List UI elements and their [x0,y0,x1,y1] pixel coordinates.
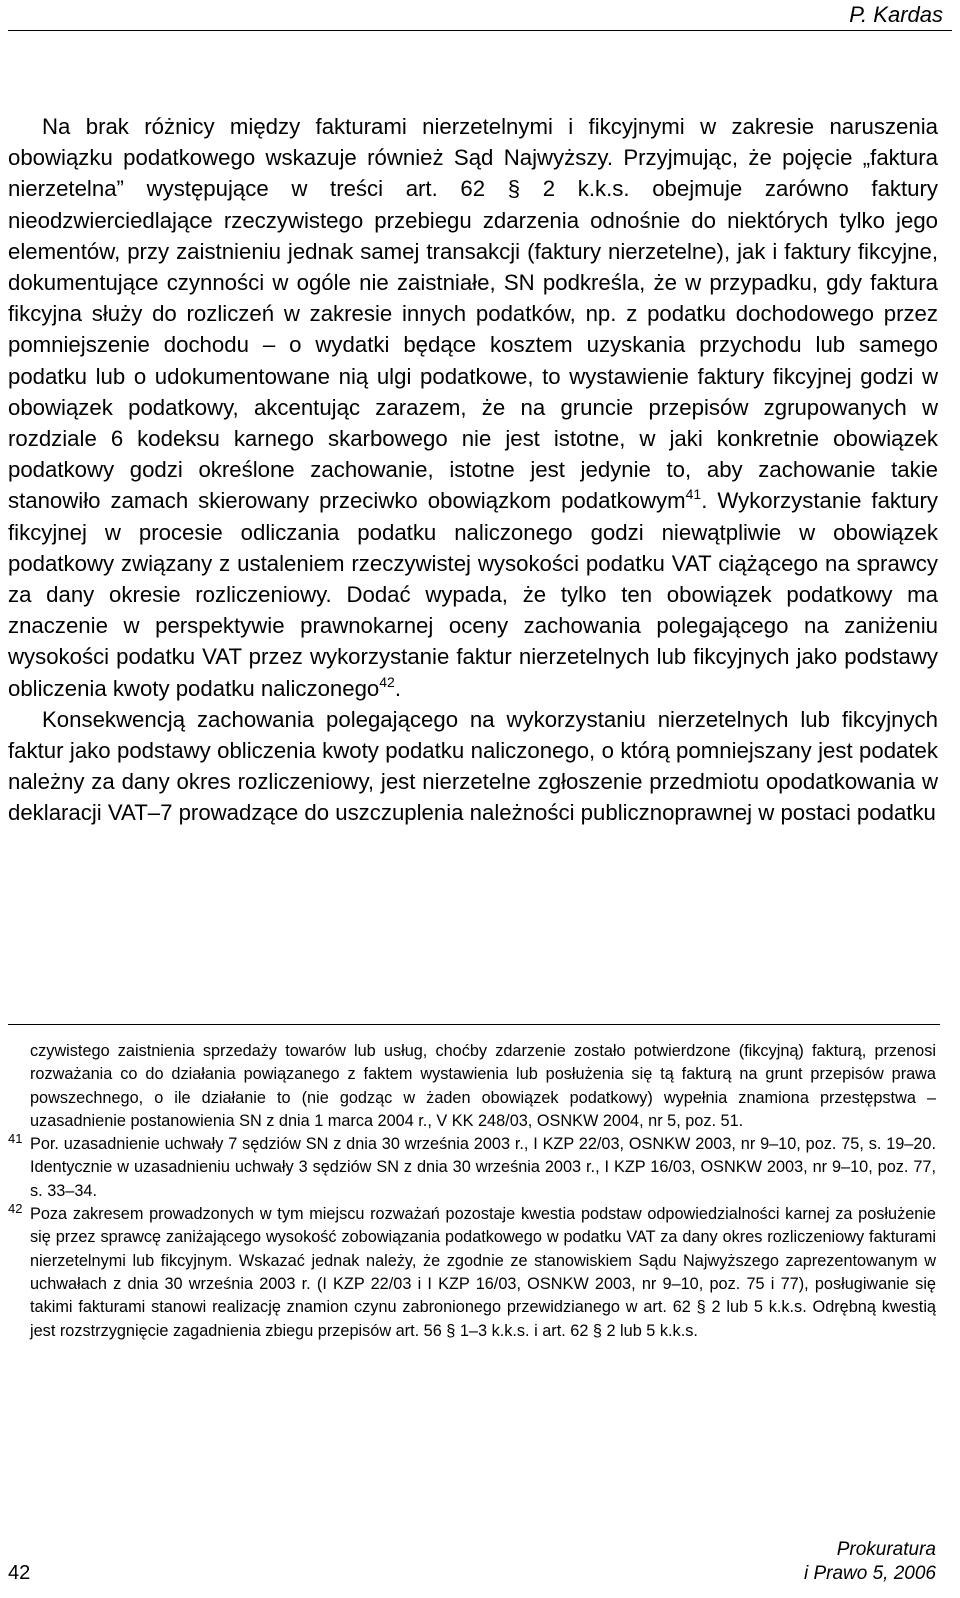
journal-issue: i Prawo 5, 2006 [803,1563,936,1584]
footnote-ref-42[interactable]: 42 [379,673,395,690]
journal-name: Prokuratura [836,1539,936,1560]
paragraph-1-part-2: . Wykorzystanie faktury fikcyjnej w procesie odliczania podatku naliczonego godzi niewątpliwie w obowiązek podatkowy związany z ustaleniem rzeczywistej wysokości podatku VAT ciążącego na sprawcy za dany okresie rozliczeniowy. Dodać wypada, że tylko ten obowiązek podatkowy ma znaczenie w perspektywie prawnokarnej oceny zachowania polegającego na zaniżeniu wysokości podatku VAT przez wykorzystanie faktur nierzetelnych lub fikcyjnych jako podstawy obliczenia kwoty podatku naliczonego [8,488,938,701]
footnote-42-number: 42 [8,1201,23,1217]
footnote-ref-41[interactable]: 41 [685,486,702,503]
paragraph-1 [8,111,938,704]
footnotes [8,1040,936,1343]
header-rule [8,30,952,31]
paragraph-1-part-1: Na brak różnicy między fakturami nierzetelnymi i fikcyjnymi w zakresie naruszenia obowiązku podatkowego wskazuje również Sąd Najwyższy. Przyjmując, że pojęcie „faktura nierzetelna” występujące w treści art. 62 § 2 k.k.s. obejmuje zarówno faktury nieodzwierciedlające rzeczywistego przebiegu zdarzenia odnośnie do niektórych tylko jego elementów, przy zaistnieniu jednak samej transakcji (faktury nierzetelne), jak i faktury fikcyjne, dokumentujące czynności w ogóle nie zaistniałe, SN podkreśla, że w przypadku, gdy faktura fikcyjna służy do rozliczeń w zakresie innych podatków, np. z podatku dochodowego przez pomniejszenie dochodu – o wydatki będące kosztem uzyskania przychodu lub samego podatku lub o udokumentowane nią ulgi podatkowe, to wystawienie faktury fikcyjnej godzi w obowiązek podatkowy, akcentując zarazem, że na gruncie przepisów zgrupowanych w rozdziale 6 kodeksu karnego skarbowego nie jest istotne, w jaki konkretnie obowiązek podatkowy godzi określone zachowanie, istotne jest jedynie to, aby zachowanie takie stanowiło zamach skierowany przeciwko obowiązkom podatkowym [8,114,938,514]
paragraph-2: Konsekwencją zachowania polegającego na wykorzystaniu nierzetelnych lub fikcyjnych faktur jako podstawy obliczenia kwoty podatku naliczonego, o którą pomniejszany jest podatek należny za dany okres rozliczeniowy, jest nierzetelne zgłoszenie przedmiotu opodatkowania w deklaracji VAT–7 prowadzące do uszczuplenia należności publicznoprawnej w postaci podatku [8,706,938,826]
running-header-author: P. Kardas [849,2,943,27]
footnote-41 [8,1133,936,1203]
journal-footer [804,1538,936,1586]
paragraph-1-part-3: . [394,675,402,701]
footnote-41-number: 41 [8,1131,23,1147]
footnote-42 [8,1203,936,1343]
footnote-41-text: Por. uzasadnienie uchwały 7 sędziów SN z dnia 30 września 2003 r., I KZP 22/03, OSNKW 2003, nr 9–10, poz. 75, s. 19–20. Identycznie w uzasadnieniu uchwały 3 sędziów SN z dnia 30 września 2003 r., I KZP 16/03, OSNKW 2003, nr 9–10, poz. 77, s. 33–34. [30,1135,936,1200]
footnote-separator [8,1024,940,1025]
footnote-continuation: czywistego zaistnienia sprzedaży towarów lub usług, choćby zdarzenie zostało potwierdzone (fikcyjną) fakturą, przenosi rozważania co do działania powiązanego z faktem wystawienia lub posłużenia się tą fakturą na grunt przepisów prawa powszechnego, o ile działanie to (nie godząc w żaden obowiązek podatkowy) wypełnia znamiona przestępstwa – uzasadnienie postanowienia SN z dnia 1 marca 2004 r., V KK 248/03, OSNKW 2004, nr 5, poz. 51. [30,1042,936,1130]
page-number: 42 [8,1562,31,1584]
main-text [8,111,938,829]
footnote-42-text: Poza zakresem prowadzonych w tym miejscu rozważań pozostaje kwestia podstaw odpowiedzialności karnej za posłużenie się przez sprawcę zaniżającego wysokość zobowiązania podatkowego w podatku VAT za dany okres rozliczeniowy fakturami nierzetelnymi lub fikcyjnym. Wskazać jednak należy, że zgodnie ze stanowiskiem Sądu Najwyższego zaprezentowanym w uchwałach z dnia 30 września 2003 r. (I KZP 22/03 i I KZP 16/03, OSNKW 2003, nr 9–10, poz. 75 i 77), posługiwanie się takimi fakturami stanowi realizację znamion czynu zabronionego przewidzianego w art. 62 § 2 lub 5 k.k.s. Odrębną kwestią jest rozstrzygnięcie zagadnienia zbiegu przepisów art. 56 § 1–3 k.k.s. i art. 62 § 2 lub 5 k.k.s. [30,1205,936,1340]
